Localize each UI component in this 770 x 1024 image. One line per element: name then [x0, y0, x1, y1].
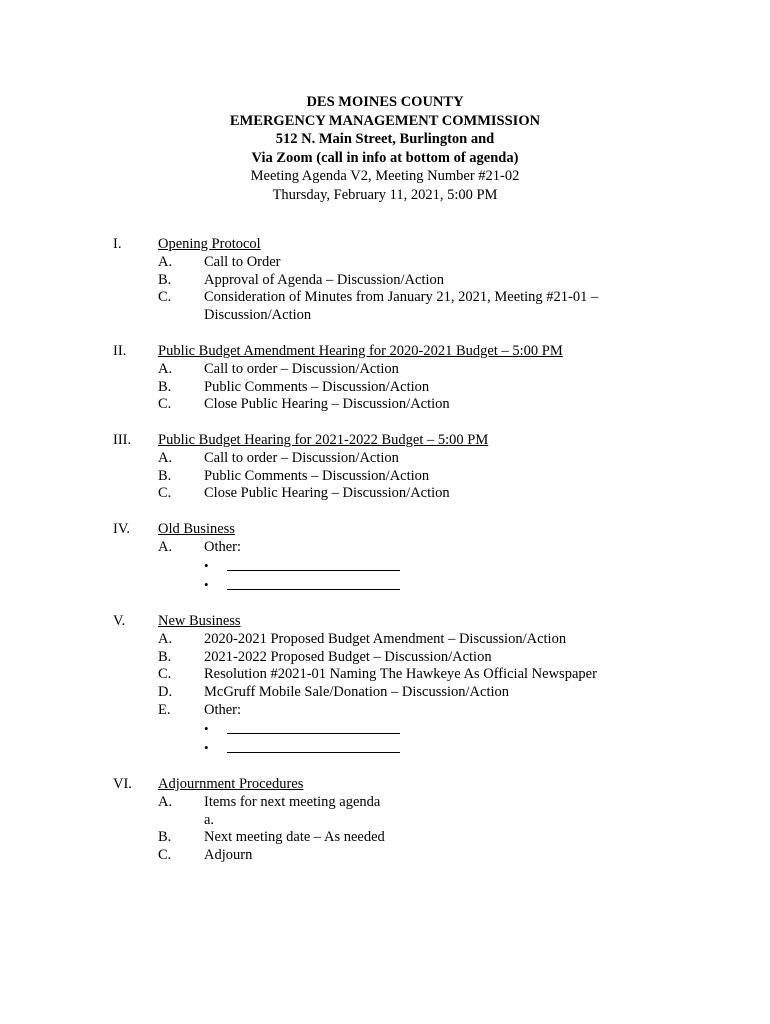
item-text: Next meeting date – As needed	[204, 829, 385, 846]
blank-underline	[227, 589, 400, 590]
item-text: Resolution #2021-01 Naming The Hawkeye As Official Newspaper	[204, 666, 597, 683]
item-letter: C.	[158, 485, 172, 502]
section-title: New Business	[158, 613, 241, 629]
item-text: Public Comments – Discussion/Action	[204, 378, 430, 395]
meeting-datetime: Thursday, February 11, 2021, 5:00 PM	[272, 186, 498, 203]
agenda-item-continuation	[0, 307, 770, 325]
item-text: Call to order – Discussion/Action	[204, 449, 399, 466]
section-title: Opening Protocol	[158, 236, 261, 252]
item-text: Items for next meeting agenda	[204, 793, 381, 810]
item-letter: D.	[158, 684, 173, 701]
agenda-item	[0, 847, 770, 865]
item-letter: C.	[158, 847, 172, 864]
agenda-item	[0, 702, 770, 720]
item-letter: B.	[158, 648, 172, 665]
agenda-item	[0, 666, 770, 684]
item-text: Approval of Agenda – Discussion/Action	[204, 271, 445, 288]
item-letter: A.	[158, 253, 173, 270]
bullet-icon: •	[204, 721, 209, 736]
item-letter: A.	[158, 630, 173, 647]
agenda-item	[0, 254, 770, 272]
county-name: DES MOINES COUNTY	[306, 94, 464, 110]
section-title: Public Budget Hearing for 2021-2022 Budget – 5:00 PM	[158, 432, 489, 448]
agenda-item	[0, 631, 770, 649]
item-letter: B.	[158, 271, 172, 288]
item-letter: A.	[158, 793, 173, 810]
section-title: Old Business	[158, 521, 235, 537]
item-letter: B.	[158, 467, 172, 484]
agenda-header	[0, 93, 770, 205]
agenda-item	[0, 485, 770, 503]
section-numeral: VI.	[113, 776, 132, 792]
item-text: Public Comments – Discussion/Action	[204, 467, 430, 484]
item-letter: C.	[158, 666, 172, 683]
item-text: Other:	[204, 538, 242, 555]
section-numeral: II.	[113, 343, 127, 359]
agenda-item	[0, 829, 770, 847]
blank-underline	[227, 570, 400, 571]
item-letter: B.	[158, 829, 172, 846]
agenda-item	[0, 272, 770, 290]
item-letter: A.	[158, 538, 173, 555]
agenda-item	[0, 539, 770, 557]
bullet-icon: •	[204, 740, 209, 755]
agenda-item	[0, 794, 770, 812]
section-title: Public Budget Amendment Hearing for 2020-2021 Budget – 5:00 PM	[158, 343, 563, 359]
section-numeral: I.	[113, 236, 122, 252]
item-letter: C.	[158, 396, 172, 413]
item-letter: C.	[158, 289, 172, 306]
item-text: 2021-2022 Proposed Budget – Discussion/Action	[204, 648, 492, 665]
meeting-number: Meeting Agenda V2, Meeting Number #21-02	[250, 168, 520, 185]
item-sub-letter: a.	[204, 811, 215, 828]
item-text: Close Public Hearing – Discussion/Action	[204, 396, 450, 413]
bullet-icon: •	[204, 577, 209, 592]
agenda-item	[0, 468, 770, 486]
item-text: Consideration of Minutes from January 21, 2021, Meeting #21-01 –	[204, 289, 599, 306]
item-text: Adjourn	[204, 847, 253, 864]
item-text-continuation: Discussion/Action	[204, 307, 312, 324]
item-text: Call to order – Discussion/Action	[204, 360, 399, 377]
agenda-item	[0, 684, 770, 702]
item-text: Close Public Hearing – Discussion/Action	[204, 485, 450, 502]
item-letter: A.	[158, 360, 173, 377]
agenda-item	[0, 379, 770, 397]
blank-bullet-line	[0, 739, 770, 757]
item-text: 2020-2021 Proposed Budget Amendment – Discussion/Action	[204, 630, 567, 647]
meeting-address: 512 N. Main Street, Burlington and	[275, 131, 495, 148]
agenda-item	[0, 450, 770, 468]
blank-underline	[227, 733, 400, 734]
item-text: McGruff Mobile Sale/Donation – Discussion/Action	[204, 684, 510, 701]
agenda-item	[0, 396, 770, 414]
item-text: Other:	[204, 702, 242, 718]
item-text: Call to Order	[204, 253, 281, 270]
blank-bullet-line	[0, 576, 770, 594]
section-numeral: III.	[113, 432, 132, 448]
section-numeral: IV.	[113, 521, 131, 537]
section-numeral: V.	[113, 613, 126, 629]
section-title: Adjournment Procedures	[158, 776, 304, 792]
blank-bullet-line	[0, 557, 770, 575]
agenda-item	[0, 361, 770, 379]
item-letter: E.	[158, 702, 171, 718]
agenda-item-continuation	[0, 812, 770, 830]
item-letter: A.	[158, 449, 173, 466]
bullet-icon: •	[204, 558, 209, 573]
blank-underline	[227, 752, 400, 753]
zoom-note: Via Zoom (call in info at bottom of agenda)	[251, 149, 519, 166]
agenda-item	[0, 289, 770, 307]
blank-bullet-line	[0, 720, 770, 738]
agenda-item	[0, 649, 770, 667]
commission-name: EMERGENCY MANAGEMENT COMMISSION	[229, 112, 541, 129]
item-letter: B.	[158, 378, 172, 395]
